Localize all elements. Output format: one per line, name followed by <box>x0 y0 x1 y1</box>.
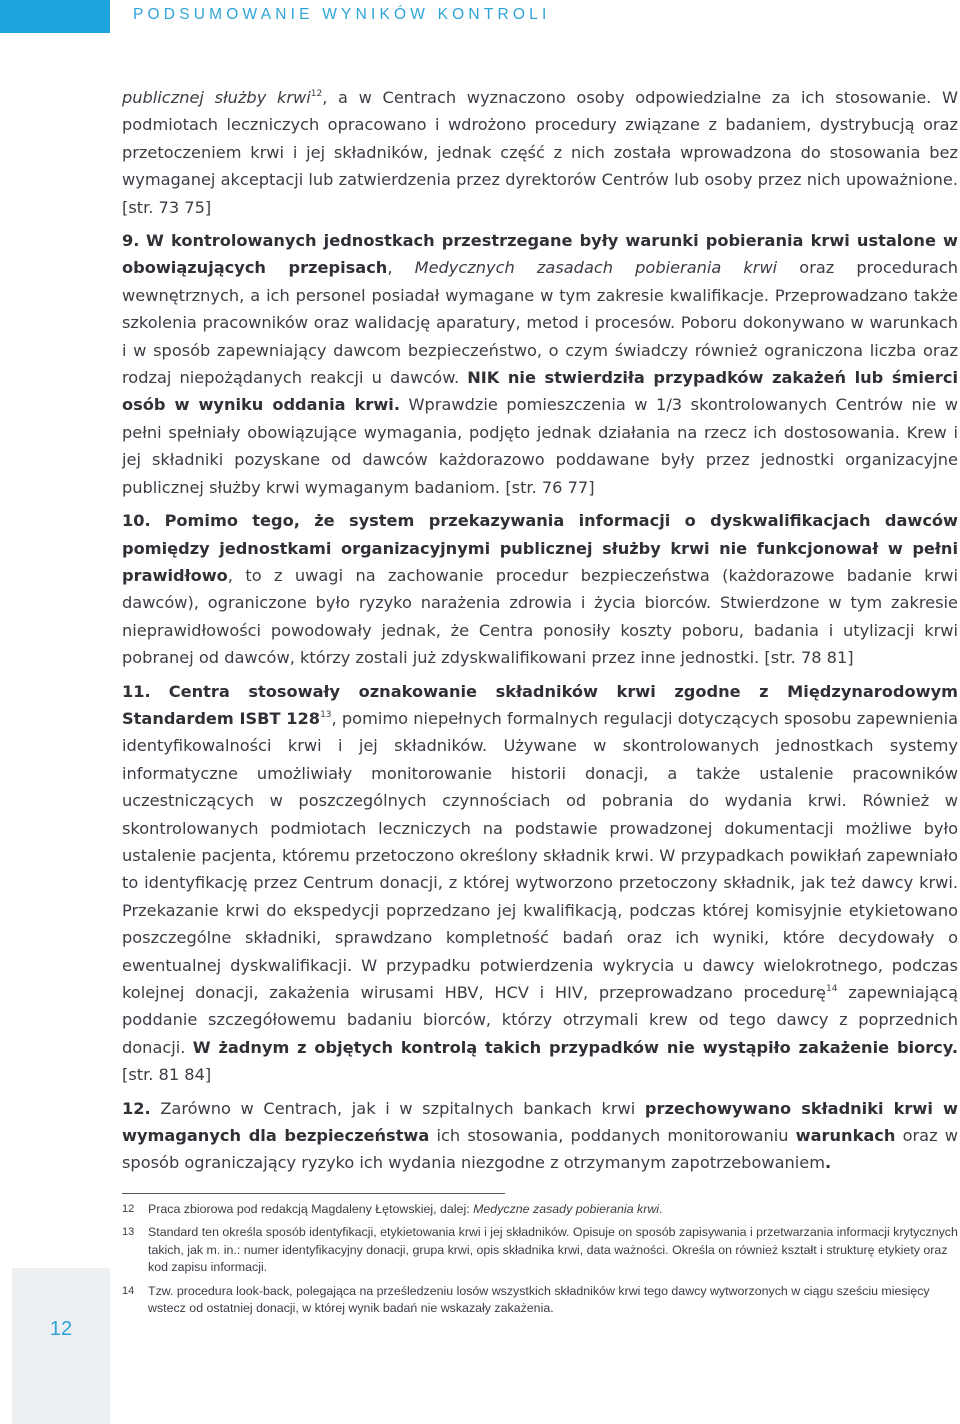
paragraph-number: 9. <box>122 231 140 251</box>
footnote-text: Tzw. procedura look-back, polegająca na prześledzeniu losów wszystkich składników krwi tego dawcy wytworzonych w ciągu sześciu miesięcy wstecz od ostatniej donacji, w której wynik badań nie wskazały zakażenia. <box>148 1283 930 1316</box>
text-bold: Pomimo tego, że system przekazywania informacji o dyskwalifikacjach dawców pomiędzy jednostkami organizacyjnymi publicznej służby krwi nie funkcjonował w pełni prawidłowo <box>122 511 958 585</box>
paragraph-number: 10. <box>122 511 151 531</box>
footnotes <box>122 1201 960 1323</box>
text: , pomimo niepełnych formalnych regulacji dotyczących sposobu zapewnienia identyfikowalności krwi i jej składników. Używane w skontrolowanych jednostkach systemy informatyczne umożliwiały monitorowanie historii donacji, a także ustalenie pracowników uczestniczących w poszczególnych czynnościach od pobrania do wydania krwi. Również w skontrolowanych podmiotach leczniczych na podstawie prowadzonej dokumentacji możliwe było ustalenie pacjenta, któremu przetoczono określony składnik krwi. W przypadkach powikłań zapewniało to identyfikację przez Centrum donacji, z której wytworzono przetoczony składnik, jak też dawcy krwi. Przekazanie krwi do ekspedycji poprzedzano jej kwalifikacją, podczas której komisyjnie etykietowano poszczególne składniki, sprawdzano kompletność badań oraz ich wyniki, które decydowały o ewentualnej dyskwalifikacji. W przypadku potwierdzenia wykrycia u dawcy wielokrotnego, podczas kolejnej donacji, zakażenia wirusami HBV, HCV i HIV, przeprowadzano procedurę <box>122 708 958 1002</box>
footnote-ref-12[interactable]: 12 <box>310 89 323 99</box>
footnote-number: 12 <box>122 1203 135 1215</box>
text: zapewniającą poddanie szczegółowemu badaniu biorców, którzy otrzymali krew od tego dawcy z poprzednich donacji. <box>122 983 958 1057</box>
footnote-number: 14 <box>122 1284 135 1297</box>
text: , a w Centrach wyznaczono osoby odpowiedzialne za ich stosowanie. W podmiotach leczniczych opracowano i wdrożono procedury związane z badaniem, dystrybucją oraz przetoczeniem krwi i jej składników, jednak część z nich została wprowadzona do stosowania bez wymaganej akceptacji lub zatwierdzenia przez dyrektorów Centrów lub osoby przez nich upoważnione. [str. 73 75] <box>122 88 958 217</box>
paragraph-continued <box>122 84 958 221</box>
paragraph-number: 11. <box>122 681 151 701</box>
running-header: PODSUMOWANIE WYNIKÓW KONTROLI <box>133 6 551 23</box>
text: , <box>387 258 415 278</box>
paragraph-number: 12. <box>122 1098 151 1118</box>
body-text <box>122 84 958 1177</box>
paragraph-12 <box>122 1095 958 1177</box>
text: Wprawdzie pomieszczenia w 1/3 skontrolowanych Centrów nie w pełni spełniały obowiązujące wymagania, podjęto jednak działania na rzecz ich dostosowania. Krew i jej składniki pozyskane od dawców każdorazowo poddawane były przez jednostki organizacyjne publicznej służby krwi wymaganym badaniom. [str. 76 77] <box>122 395 958 497</box>
header-accent-block <box>0 0 110 33</box>
footnote-text-end: . <box>659 1202 663 1216</box>
footnote-12 <box>122 1201 960 1218</box>
footnote-text: Standard ten określa sposób identyfikacji, etykietowania krwi i jej składników. Opisuje on sposób zapisywania i przetwarzania informacji krytycznych takich, jak m. in.: numer identyfikacyjny donacji, grupa krwi, opis składnika krwi, data ważności. Określa on również kształt i strukturę etykiety oraz kod zapisu informacji. <box>148 1225 958 1275</box>
footnote-14 <box>122 1283 960 1318</box>
text-bold: przechowywano składniki krwi w wymaganych dla bezpieczeństwa <box>122 1098 958 1146</box>
text-bold: NIK nie stwierdziła przypadków zakażeń lub śmierci osób w wyniku oddania krwi. <box>122 368 958 415</box>
footnote-italic: Medyczne zasady pobierania krwi <box>473 1202 660 1216</box>
text-italic: publicznej służby krwi <box>122 88 311 107</box>
text-bold: Centra stosowały oznakowanie składników krwi zgodne z Międzynarodowym Standardem ISBT 128 <box>122 681 958 728</box>
text-bold: W żadnym z objętych kontrolą takich przypadków nie wystąpiło zakażenie biorcy. <box>192 1037 958 1057</box>
text-bold: warunkach <box>795 1126 896 1146</box>
text: Zarówno w Centrach, jak i w szpitalnych bankach krwi <box>160 1098 645 1118</box>
paragraph-11 <box>122 678 958 1089</box>
text: , to z uwagi na zachowanie procedur bezpieczeństwa (każdorazowe badanie krwi dawców), ograniczone było ryzyko narażenia zdrowia i życia biorców. Stwierdzone w tym zakresie nieprawidłowości powodowały jednak, że Centra ponosiły koszty poboru, badania i utylizacji krwi pobranej od dawców, którzy zostali już zdyskwalifikowani przez inne jednostki. [str. 78 81] <box>122 565 958 668</box>
page-number: 12 <box>49 1318 73 1340</box>
page-number-box <box>12 1268 110 1424</box>
text: ich stosowania, poddanych monitorowaniu <box>429 1126 796 1146</box>
footnote-ref-14[interactable]: 14 <box>825 984 838 994</box>
footnote-divider <box>122 1193 505 1194</box>
paragraph-9 <box>122 227 958 501</box>
text-italic: Medycznych zasadach pobierania krwi <box>414 258 778 278</box>
paragraph-10 <box>122 507 958 671</box>
text-bold: W kontrolowanych jednostkach przestrzegane były warunki pobierania krwi ustalone w obowiązujących przepisach <box>122 231 958 278</box>
footnote-ref-13[interactable]: 13 <box>320 709 332 720</box>
text: oraz w sposób ograniczający ryzyko ich wydania niezgodne z otrzymanym zapotrzebowaniem <box>122 1126 958 1173</box>
text-bold: . <box>825 1153 832 1173</box>
footnote-number: 13 <box>122 1226 135 1239</box>
text: oraz procedurach wewnętrznych, a ich personel posiadał wymagane w tym zakresie kwalifikacje. Przeprowadzano także szkolenia pracowników oraz walidację aparatury, metod i procesów. Poboru dokonywano w warunkach i w sposób zapewniający dawcom bezpieczeństwo, o czym świadczy również ograniczona liczba oraz rodzaj niepożądanych reakcji u dawców. <box>122 258 958 388</box>
footnote-text: Praca zbiorowa pod redakcją Magdaleny Łętowskiej, dalej: <box>148 1202 474 1216</box>
text: [str. 81 84] <box>122 1065 212 1085</box>
footnote-13 <box>122 1224 960 1276</box>
